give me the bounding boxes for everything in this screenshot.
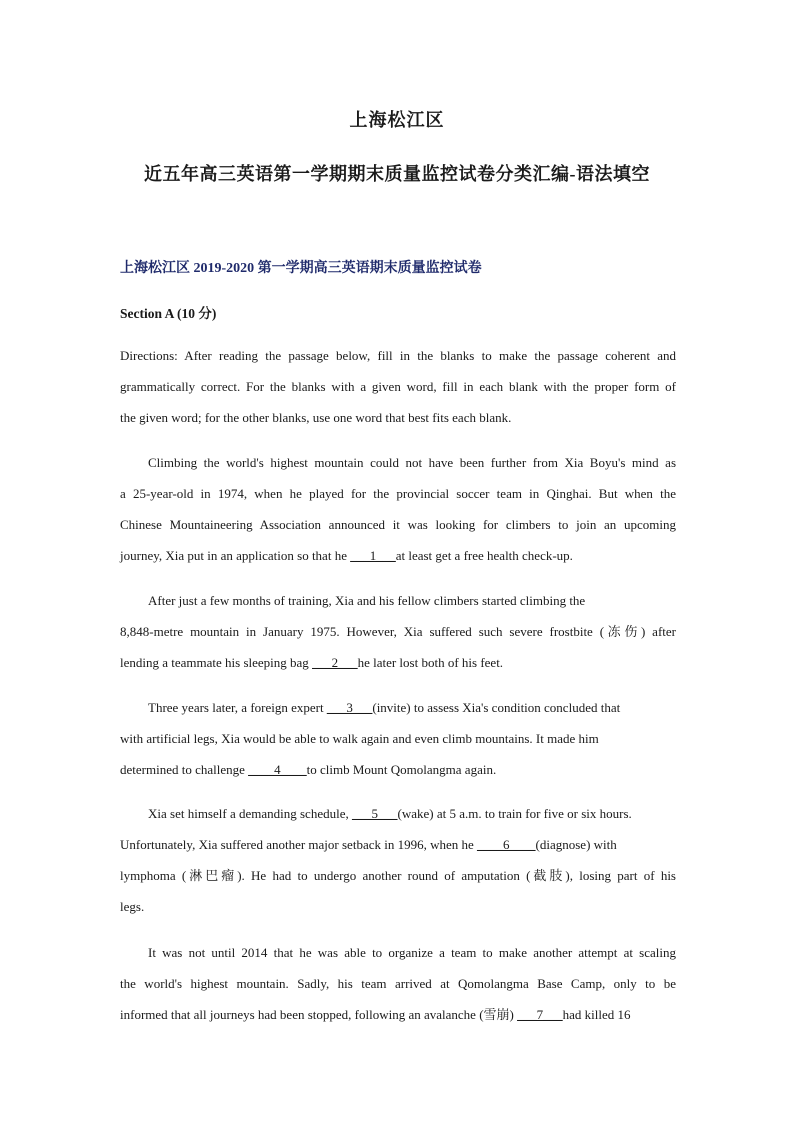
text-line: lymphoma (淋巴瘤). He had to undergo another round of amputation (截肢), losing part of his [120, 868, 676, 883]
exam-heading: 上海松江区 2019-2020 第一学期高三英语期末质量监控试卷 [120, 261, 482, 276]
text-span: he later lost both of his feet. [357, 655, 504, 670]
blank-6[interactable]: ____6____ [477, 837, 536, 852]
text-line [120, 540, 676, 571]
directions-line: Directions: After reading the passage below, fill in the blanks to make the passage coherent and [120, 348, 676, 363]
directions-line: grammatically correct. For the blanks with a given word, fill in each blank with the proper form of [120, 379, 676, 394]
paragraph-2 [120, 585, 676, 678]
text-line: Chinese Mountaineering Association announced it was looking for climbers to join an upcoming [120, 517, 676, 532]
text-line: a 25-year-old in 1974, when he played for the provincial soccer team in Qinghai. But when the [120, 486, 676, 501]
text-span: informed that all journeys had been stopped, following an avalanche (雪崩) [120, 1007, 518, 1022]
text-line: Climbing the world's highest mountain could not have been further from Xia Boyu's mind as [148, 455, 676, 470]
directions [120, 340, 676, 433]
text-line: legs. [120, 899, 145, 914]
text-line [120, 647, 676, 678]
text-span: lending a teammate his sleeping bag [120, 655, 313, 670]
text-span: (wake) at 5 a.m. to train for five or six hours. [397, 806, 632, 821]
text-span: had killed 16 [562, 1007, 631, 1022]
directions-line: the given word; for the other blanks, use one word that best fits each blank. [120, 410, 512, 425]
text-span: at least get a free health check-up. [395, 548, 573, 563]
text-line [120, 798, 676, 829]
blank-2[interactable]: ___2___ [312, 655, 358, 670]
text-span: Unfortunately, Xia suffered another major setback in 1996, when he [120, 837, 478, 852]
text-line [120, 829, 676, 860]
paragraph-3 [120, 692, 676, 785]
text-line: After just a few months of training, Xia and his fellow climbers started climbing the [148, 593, 586, 608]
blank-7[interactable]: ___7___ [517, 1007, 563, 1022]
section-a-label: Section A (10 分) [120, 306, 217, 321]
text-span: determined to challenge [120, 762, 249, 777]
text-span: (diagnose) with [535, 837, 617, 852]
text-line [120, 692, 676, 723]
text-line: It was not until 2014 that he was able to organize a team to make another attempt at scaling [148, 945, 676, 960]
text-line: 8,848-metre mountain in January 1975. However, Xia suffered such severe frostbite (冻伤) after [120, 624, 676, 639]
paragraph-1 [120, 447, 676, 571]
text-line [120, 754, 676, 785]
blank-1[interactable]: ___1___ [350, 548, 396, 563]
text-line [120, 999, 676, 1030]
paragraph-5 [120, 937, 676, 1030]
document-title: 上海松江区 [349, 110, 445, 130]
text-line: the world's highest mountain. Sadly, his team arrived at Qomolangma Base Camp, only to be [120, 976, 676, 991]
paragraph-4 [120, 798, 676, 922]
text-span: Three years later, a foreign expert [148, 700, 327, 715]
text-span: journey, Xia put in an application so that he [120, 548, 351, 563]
blank-5[interactable]: ___5___ [351, 806, 398, 821]
text-span: (invite) to assess Xia's condition concluded that [372, 700, 621, 715]
document-subtitle: 近五年高三英语第一学期期末质量监控试卷分类汇编-语法填空 [144, 164, 650, 184]
text-line: with artificial legs, Xia would be able to walk again and even climb mountains. It made him [120, 731, 599, 746]
blank-4[interactable]: ____4____ [248, 762, 307, 777]
blank-3[interactable]: ___3___ [326, 700, 373, 715]
text-span: Xia set himself a demanding schedule, [148, 806, 352, 821]
text-span: to climb Mount Qomolangma again. [306, 762, 497, 777]
